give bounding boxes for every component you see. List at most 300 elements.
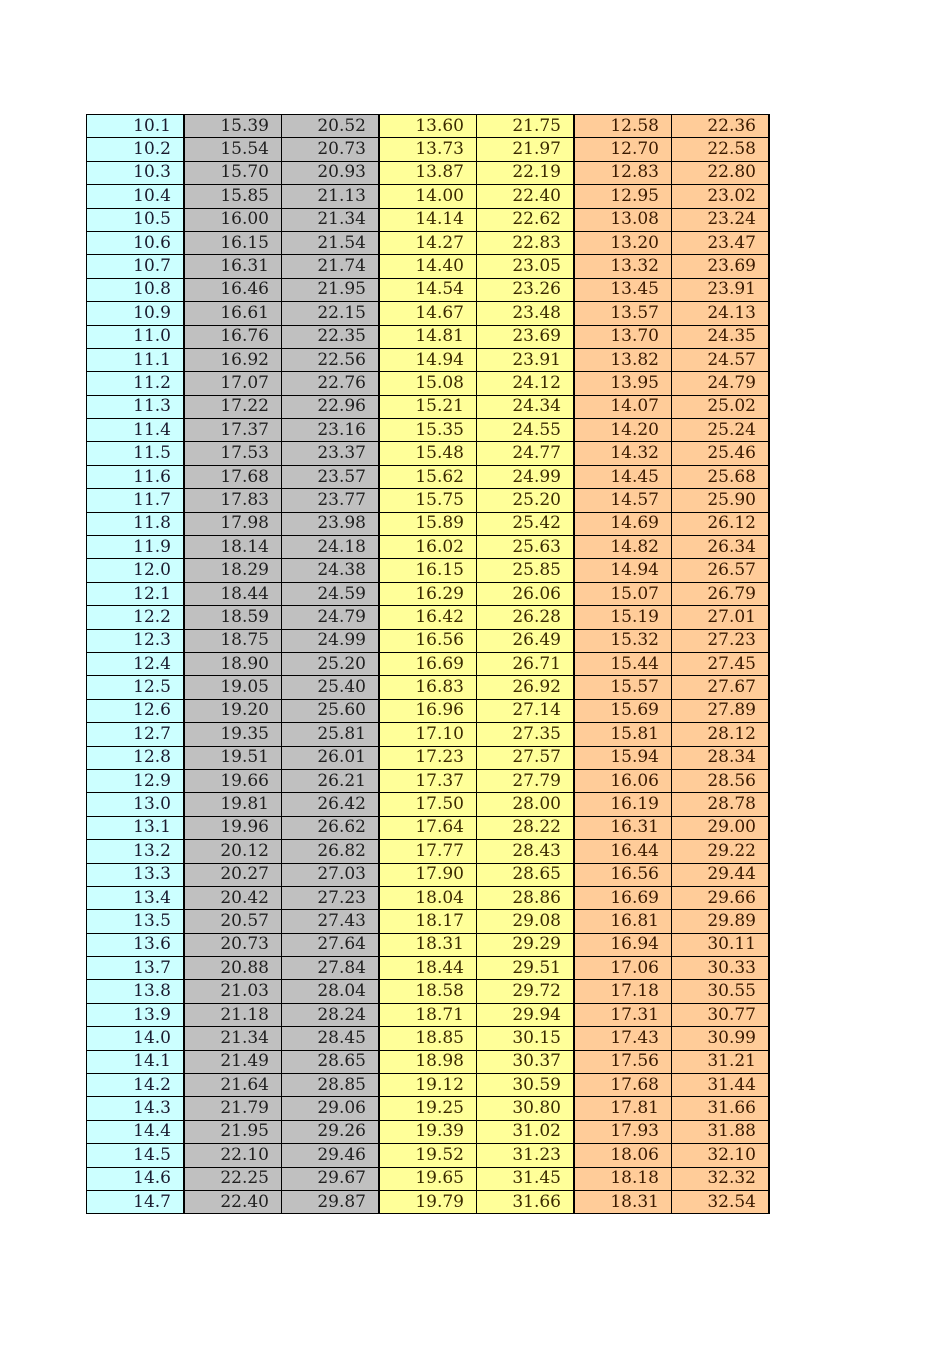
table-cell[interactable]: 29.67 (282, 1167, 380, 1190)
table-cell[interactable]: 18.17 (379, 910, 477, 933)
table-cell[interactable]: 31.66 (672, 1097, 770, 1120)
table-cell[interactable]: 16.92 (184, 348, 282, 371)
table-cell[interactable]: 24.18 (282, 536, 380, 559)
table-cell[interactable]: 27.14 (477, 699, 575, 722)
table-cell[interactable]: 22.40 (477, 185, 575, 208)
table-cell[interactable]: 19.20 (184, 699, 282, 722)
table-cell[interactable]: 23.24 (672, 208, 770, 231)
table-cell[interactable]: 17.98 (184, 512, 282, 535)
table-cell[interactable]: 11.9 (87, 536, 185, 559)
table-cell[interactable]: 18.29 (184, 559, 282, 582)
table-cell[interactable]: 21.79 (184, 1097, 282, 1120)
table-cell[interactable]: 19.81 (184, 793, 282, 816)
table-cell[interactable]: 29.51 (477, 957, 575, 980)
table-cell[interactable]: 29.46 (282, 1144, 380, 1167)
table-cell[interactable]: 28.65 (477, 863, 575, 886)
table-cell[interactable]: 28.00 (477, 793, 575, 816)
table-cell[interactable]: 24.59 (282, 582, 380, 605)
table-cell[interactable]: 27.84 (282, 957, 380, 980)
table-cell[interactable]: 17.18 (574, 980, 672, 1003)
table-cell[interactable]: 29.29 (477, 933, 575, 956)
table-cell[interactable]: 14.27 (379, 231, 477, 254)
table-cell[interactable]: 12.2 (87, 606, 185, 629)
table-cell[interactable]: 17.07 (184, 372, 282, 395)
table-cell[interactable]: 23.26 (477, 278, 575, 301)
table-cell[interactable]: 26.49 (477, 629, 575, 652)
table-cell[interactable]: 10.3 (87, 161, 185, 184)
table-cell[interactable]: 30.33 (672, 957, 770, 980)
table-cell[interactable]: 17.93 (574, 1120, 672, 1143)
table-cell[interactable]: 31.21 (672, 1050, 770, 1073)
table-cell[interactable]: 22.83 (477, 231, 575, 254)
table-cell[interactable]: 22.35 (282, 325, 380, 348)
table-cell[interactable]: 17.50 (379, 793, 477, 816)
table-cell[interactable]: 28.85 (282, 1074, 380, 1097)
table-cell[interactable]: 16.15 (184, 231, 282, 254)
table-cell[interactable]: 23.57 (282, 465, 380, 488)
table-cell[interactable]: 13.95 (574, 372, 672, 395)
table-cell[interactable]: 31.66 (477, 1190, 575, 1213)
table-cell[interactable]: 13.87 (379, 161, 477, 184)
table-cell[interactable]: 25.63 (477, 536, 575, 559)
table-cell[interactable]: 25.60 (282, 699, 380, 722)
table-cell[interactable]: 15.44 (574, 652, 672, 675)
table-cell[interactable]: 27.23 (672, 629, 770, 652)
table-cell[interactable]: 16.96 (379, 699, 477, 722)
table-cell[interactable]: 26.42 (282, 793, 380, 816)
table-cell[interactable]: 19.35 (184, 723, 282, 746)
table-cell[interactable]: 27.67 (672, 676, 770, 699)
table-cell[interactable]: 22.96 (282, 395, 380, 418)
table-cell[interactable]: 26.57 (672, 559, 770, 582)
table-cell[interactable]: 30.37 (477, 1050, 575, 1073)
table-cell[interactable]: 28.43 (477, 840, 575, 863)
table-cell[interactable]: 10.5 (87, 208, 185, 231)
table-cell[interactable]: 17.64 (379, 816, 477, 839)
table-cell[interactable]: 15.89 (379, 512, 477, 535)
table-cell[interactable]: 18.71 (379, 1003, 477, 1026)
table-cell[interactable]: 23.05 (477, 255, 575, 278)
table-cell[interactable]: 30.77 (672, 1003, 770, 1026)
table-cell[interactable]: 28.34 (672, 746, 770, 769)
table-cell[interactable]: 20.12 (184, 840, 282, 863)
table-cell[interactable]: 27.79 (477, 769, 575, 792)
table-cell[interactable]: 27.01 (672, 606, 770, 629)
table-cell[interactable]: 28.65 (282, 1050, 380, 1073)
table-cell[interactable]: 12.0 (87, 559, 185, 582)
table-cell[interactable]: 25.81 (282, 723, 380, 746)
table-cell[interactable]: 14.40 (379, 255, 477, 278)
table-cell[interactable]: 17.77 (379, 840, 477, 863)
table-cell[interactable]: 26.82 (282, 840, 380, 863)
table-cell[interactable]: 10.2 (87, 138, 185, 161)
table-cell[interactable]: 17.31 (574, 1003, 672, 1026)
table-cell[interactable]: 19.51 (184, 746, 282, 769)
table-cell[interactable]: 19.39 (379, 1120, 477, 1143)
table-cell[interactable]: 27.23 (282, 886, 380, 909)
table-cell[interactable]: 16.29 (379, 582, 477, 605)
table-cell[interactable]: 14.4 (87, 1120, 185, 1143)
table-cell[interactable]: 28.24 (282, 1003, 380, 1026)
table-cell[interactable]: 14.57 (574, 489, 672, 512)
table-cell[interactable]: 18.04 (379, 886, 477, 909)
table-cell[interactable]: 10.7 (87, 255, 185, 278)
table-cell[interactable]: 28.78 (672, 793, 770, 816)
table-cell[interactable]: 19.12 (379, 1074, 477, 1097)
table-cell[interactable]: 23.98 (282, 512, 380, 535)
table-cell[interactable]: 13.32 (574, 255, 672, 278)
table-cell[interactable]: 24.13 (672, 302, 770, 325)
table-cell[interactable]: 13.7 (87, 957, 185, 980)
table-cell[interactable]: 31.23 (477, 1144, 575, 1167)
table-cell[interactable]: 15.94 (574, 746, 672, 769)
table-cell[interactable]: 16.15 (379, 559, 477, 582)
table-cell[interactable]: 24.34 (477, 395, 575, 418)
table-cell[interactable]: 29.08 (477, 910, 575, 933)
table-cell[interactable]: 28.12 (672, 723, 770, 746)
table-cell[interactable]: 25.40 (282, 676, 380, 699)
table-cell[interactable]: 17.68 (574, 1074, 672, 1097)
table-cell[interactable]: 11.5 (87, 442, 185, 465)
table-cell[interactable]: 16.31 (184, 255, 282, 278)
table-cell[interactable]: 21.97 (477, 138, 575, 161)
table-cell[interactable]: 25.85 (477, 559, 575, 582)
table-cell[interactable]: 16.02 (379, 536, 477, 559)
table-cell[interactable]: 17.10 (379, 723, 477, 746)
table-cell[interactable]: 14.5 (87, 1144, 185, 1167)
table-cell[interactable]: 29.00 (672, 816, 770, 839)
table-cell[interactable]: 16.69 (379, 652, 477, 675)
table-cell[interactable]: 17.22 (184, 395, 282, 418)
table-cell[interactable]: 13.08 (574, 208, 672, 231)
table-cell[interactable]: 16.61 (184, 302, 282, 325)
table-cell[interactable]: 21.54 (282, 231, 380, 254)
table-cell[interactable]: 27.43 (282, 910, 380, 933)
table-cell[interactable]: 23.48 (477, 302, 575, 325)
table-cell[interactable]: 26.06 (477, 582, 575, 605)
table-cell[interactable]: 23.91 (477, 348, 575, 371)
table-cell[interactable]: 18.06 (574, 1144, 672, 1167)
table-cell[interactable]: 26.62 (282, 816, 380, 839)
table-cell[interactable]: 22.56 (282, 348, 380, 371)
table-cell[interactable]: 17.37 (379, 769, 477, 792)
table-cell[interactable]: 21.13 (282, 185, 380, 208)
table-cell[interactable]: 15.48 (379, 442, 477, 465)
table-cell[interactable]: 15.69 (574, 699, 672, 722)
table-cell[interactable]: 15.21 (379, 395, 477, 418)
table-cell[interactable]: 29.72 (477, 980, 575, 1003)
table-cell[interactable]: 22.40 (184, 1190, 282, 1213)
table-cell[interactable]: 26.01 (282, 746, 380, 769)
table-cell[interactable]: 21.03 (184, 980, 282, 1003)
table-cell[interactable]: 14.6 (87, 1167, 185, 1190)
table-cell[interactable]: 27.35 (477, 723, 575, 746)
table-cell[interactable]: 30.11 (672, 933, 770, 956)
table-cell[interactable]: 13.6 (87, 933, 185, 956)
table-cell[interactable]: 13.4 (87, 886, 185, 909)
table-cell[interactable]: 12.83 (574, 161, 672, 184)
table-cell[interactable]: 23.16 (282, 419, 380, 442)
table-cell[interactable]: 16.83 (379, 676, 477, 699)
table-cell[interactable]: 18.31 (574, 1190, 672, 1213)
table-cell[interactable]: 14.0 (87, 1027, 185, 1050)
table-cell[interactable]: 31.45 (477, 1167, 575, 1190)
table-cell[interactable]: 21.74 (282, 255, 380, 278)
table-cell[interactable]: 12.58 (574, 115, 672, 138)
table-cell[interactable]: 13.5 (87, 910, 185, 933)
table-cell[interactable]: 10.1 (87, 115, 185, 138)
table-cell[interactable]: 26.92 (477, 676, 575, 699)
table-cell[interactable]: 23.77 (282, 489, 380, 512)
table-cell[interactable]: 27.89 (672, 699, 770, 722)
table-cell[interactable]: 14.20 (574, 419, 672, 442)
table-cell[interactable]: 21.49 (184, 1050, 282, 1073)
table-cell[interactable]: 26.79 (672, 582, 770, 605)
table-cell[interactable]: 25.68 (672, 465, 770, 488)
table-cell[interactable]: 26.28 (477, 606, 575, 629)
table-cell[interactable]: 26.12 (672, 512, 770, 535)
table-cell[interactable]: 14.54 (379, 278, 477, 301)
table-cell[interactable]: 13.20 (574, 231, 672, 254)
table-cell[interactable]: 23.37 (282, 442, 380, 465)
table-cell[interactable]: 24.57 (672, 348, 770, 371)
table-cell[interactable]: 10.4 (87, 185, 185, 208)
table-cell[interactable]: 15.32 (574, 629, 672, 652)
table-cell[interactable]: 15.19 (574, 606, 672, 629)
table-cell[interactable]: 22.25 (184, 1167, 282, 1190)
table-cell[interactable]: 32.32 (672, 1167, 770, 1190)
table-cell[interactable]: 25.90 (672, 489, 770, 512)
table-cell[interactable]: 10.6 (87, 231, 185, 254)
table-cell[interactable]: 11.7 (87, 489, 185, 512)
table-cell[interactable]: 26.71 (477, 652, 575, 675)
table-cell[interactable]: 17.90 (379, 863, 477, 886)
table-cell[interactable]: 29.66 (672, 886, 770, 909)
table-cell[interactable]: 13.57 (574, 302, 672, 325)
table-cell[interactable]: 11.3 (87, 395, 185, 418)
table-cell[interactable]: 12.5 (87, 676, 185, 699)
table-cell[interactable]: 17.37 (184, 419, 282, 442)
table-cell[interactable]: 21.18 (184, 1003, 282, 1026)
table-cell[interactable]: 16.31 (574, 816, 672, 839)
table-cell[interactable]: 17.56 (574, 1050, 672, 1073)
table-cell[interactable]: 16.56 (574, 863, 672, 886)
table-cell[interactable]: 17.53 (184, 442, 282, 465)
table-cell[interactable]: 13.3 (87, 863, 185, 886)
table-cell[interactable]: 26.21 (282, 769, 380, 792)
table-cell[interactable]: 14.3 (87, 1097, 185, 1120)
table-cell[interactable]: 17.43 (574, 1027, 672, 1050)
table-cell[interactable]: 16.76 (184, 325, 282, 348)
table-cell[interactable]: 23.02 (672, 185, 770, 208)
table-cell[interactable]: 13.70 (574, 325, 672, 348)
table-cell[interactable]: 19.05 (184, 676, 282, 699)
table-cell[interactable]: 29.22 (672, 840, 770, 863)
table-cell[interactable]: 14.1 (87, 1050, 185, 1073)
table-cell[interactable]: 22.36 (672, 115, 770, 138)
table-cell[interactable]: 22.19 (477, 161, 575, 184)
table-cell[interactable]: 29.87 (282, 1190, 380, 1213)
table-cell[interactable]: 13.8 (87, 980, 185, 1003)
table-cell[interactable]: 26.34 (672, 536, 770, 559)
table-cell[interactable]: 14.82 (574, 536, 672, 559)
table-cell[interactable]: 16.00 (184, 208, 282, 231)
table-cell[interactable]: 11.0 (87, 325, 185, 348)
table-cell[interactable]: 20.42 (184, 886, 282, 909)
table-cell[interactable]: 30.80 (477, 1097, 575, 1120)
table-cell[interactable]: 20.57 (184, 910, 282, 933)
table-cell[interactable]: 16.42 (379, 606, 477, 629)
table-cell[interactable]: 18.44 (379, 957, 477, 980)
table-cell[interactable]: 20.73 (184, 933, 282, 956)
table-cell[interactable]: 14.45 (574, 465, 672, 488)
table-cell[interactable]: 30.59 (477, 1074, 575, 1097)
table-cell[interactable]: 14.7 (87, 1190, 185, 1213)
table-cell[interactable]: 27.57 (477, 746, 575, 769)
table-cell[interactable]: 20.73 (282, 138, 380, 161)
table-cell[interactable]: 23.69 (477, 325, 575, 348)
table-cell[interactable]: 29.06 (282, 1097, 380, 1120)
table-cell[interactable]: 24.99 (282, 629, 380, 652)
table-cell[interactable]: 23.47 (672, 231, 770, 254)
table-cell[interactable]: 22.62 (477, 208, 575, 231)
table-cell[interactable]: 25.02 (672, 395, 770, 418)
table-cell[interactable]: 14.67 (379, 302, 477, 325)
table-cell[interactable]: 32.54 (672, 1190, 770, 1213)
table-cell[interactable]: 12.8 (87, 746, 185, 769)
table-cell[interactable]: 21.95 (282, 278, 380, 301)
table-cell[interactable]: 22.10 (184, 1144, 282, 1167)
table-cell[interactable]: 17.06 (574, 957, 672, 980)
table-cell[interactable]: 18.14 (184, 536, 282, 559)
table-cell[interactable]: 27.03 (282, 863, 380, 886)
table-cell[interactable]: 14.00 (379, 185, 477, 208)
table-cell[interactable]: 22.80 (672, 161, 770, 184)
table-cell[interactable]: 15.70 (184, 161, 282, 184)
table-cell[interactable]: 13.60 (379, 115, 477, 138)
table-cell[interactable]: 28.45 (282, 1027, 380, 1050)
table-cell[interactable]: 13.1 (87, 816, 185, 839)
table-cell[interactable]: 31.88 (672, 1120, 770, 1143)
table-cell[interactable]: 30.55 (672, 980, 770, 1003)
table-cell[interactable]: 23.69 (672, 255, 770, 278)
table-cell[interactable]: 30.99 (672, 1027, 770, 1050)
table-cell[interactable]: 28.22 (477, 816, 575, 839)
table-cell[interactable]: 15.81 (574, 723, 672, 746)
table-cell[interactable]: 25.42 (477, 512, 575, 535)
table-cell[interactable]: 12.7 (87, 723, 185, 746)
table-cell[interactable]: 20.93 (282, 161, 380, 184)
table-cell[interactable]: 24.79 (672, 372, 770, 395)
table-cell[interactable]: 17.23 (379, 746, 477, 769)
table-cell[interactable]: 28.04 (282, 980, 380, 1003)
table-cell[interactable]: 24.35 (672, 325, 770, 348)
table-cell[interactable]: 16.69 (574, 886, 672, 909)
table-cell[interactable]: 16.44 (574, 840, 672, 863)
table-cell[interactable]: 19.25 (379, 1097, 477, 1120)
table-cell[interactable]: 13.2 (87, 840, 185, 863)
table-cell[interactable]: 22.58 (672, 138, 770, 161)
table-cell[interactable]: 25.20 (282, 652, 380, 675)
table-cell[interactable]: 24.77 (477, 442, 575, 465)
table-cell[interactable]: 19.96 (184, 816, 282, 839)
table-cell[interactable]: 13.73 (379, 138, 477, 161)
table-cell[interactable]: 17.68 (184, 465, 282, 488)
table-cell[interactable]: 22.15 (282, 302, 380, 325)
table-cell[interactable]: 24.55 (477, 419, 575, 442)
table-cell[interactable]: 28.86 (477, 886, 575, 909)
table-cell[interactable]: 15.62 (379, 465, 477, 488)
table-cell[interactable]: 15.75 (379, 489, 477, 512)
table-cell[interactable]: 11.6 (87, 465, 185, 488)
table-cell[interactable]: 12.70 (574, 138, 672, 161)
table-cell[interactable]: 19.65 (379, 1167, 477, 1190)
table-cell[interactable]: 14.69 (574, 512, 672, 535)
table-cell[interactable]: 14.32 (574, 442, 672, 465)
table-cell[interactable]: 12.9 (87, 769, 185, 792)
table-cell[interactable]: 12.4 (87, 652, 185, 675)
table-cell[interactable]: 15.85 (184, 185, 282, 208)
table-cell[interactable]: 15.08 (379, 372, 477, 395)
table-cell[interactable]: 11.8 (87, 512, 185, 535)
table-cell[interactable]: 11.2 (87, 372, 185, 395)
table-cell[interactable]: 19.66 (184, 769, 282, 792)
table-cell[interactable]: 14.14 (379, 208, 477, 231)
table-cell[interactable]: 20.27 (184, 863, 282, 886)
table-cell[interactable]: 29.94 (477, 1003, 575, 1026)
table-cell[interactable]: 15.57 (574, 676, 672, 699)
table-cell[interactable]: 25.20 (477, 489, 575, 512)
table-cell[interactable]: 18.98 (379, 1050, 477, 1073)
table-cell[interactable]: 18.90 (184, 652, 282, 675)
table-cell[interactable]: 16.19 (574, 793, 672, 816)
table-cell[interactable]: 29.44 (672, 863, 770, 886)
table-cell[interactable]: 24.38 (282, 559, 380, 582)
table-cell[interactable]: 18.44 (184, 582, 282, 605)
table-cell[interactable]: 14.81 (379, 325, 477, 348)
table-cell[interactable]: 11.1 (87, 348, 185, 371)
table-cell[interactable]: 18.18 (574, 1167, 672, 1190)
table-cell[interactable]: 24.79 (282, 606, 380, 629)
table-cell[interactable]: 21.75 (477, 115, 575, 138)
table-cell[interactable]: 32.10 (672, 1144, 770, 1167)
table-cell[interactable]: 29.26 (282, 1120, 380, 1143)
table-cell[interactable]: 16.56 (379, 629, 477, 652)
table-cell[interactable]: 18.85 (379, 1027, 477, 1050)
table-cell[interactable]: 21.95 (184, 1120, 282, 1143)
table-cell[interactable]: 14.07 (574, 395, 672, 418)
table-cell[interactable]: 14.94 (379, 348, 477, 371)
table-cell[interactable]: 27.45 (672, 652, 770, 675)
table-cell[interactable]: 18.58 (379, 980, 477, 1003)
table-cell[interactable]: 16.94 (574, 933, 672, 956)
table-cell[interactable]: 12.1 (87, 582, 185, 605)
table-cell[interactable]: 13.0 (87, 793, 185, 816)
table-cell[interactable]: 16.46 (184, 278, 282, 301)
table-cell[interactable]: 31.44 (672, 1074, 770, 1097)
table-cell[interactable]: 18.31 (379, 933, 477, 956)
table-cell[interactable]: 15.07 (574, 582, 672, 605)
table-cell[interactable]: 31.02 (477, 1120, 575, 1143)
table-cell[interactable]: 12.3 (87, 629, 185, 652)
table-cell[interactable]: 17.83 (184, 489, 282, 512)
table-cell[interactable]: 23.91 (672, 278, 770, 301)
table-cell[interactable]: 18.75 (184, 629, 282, 652)
table-cell[interactable]: 10.9 (87, 302, 185, 325)
table-cell[interactable]: 28.56 (672, 769, 770, 792)
table-cell[interactable]: 13.45 (574, 278, 672, 301)
table-cell[interactable]: 25.24 (672, 419, 770, 442)
